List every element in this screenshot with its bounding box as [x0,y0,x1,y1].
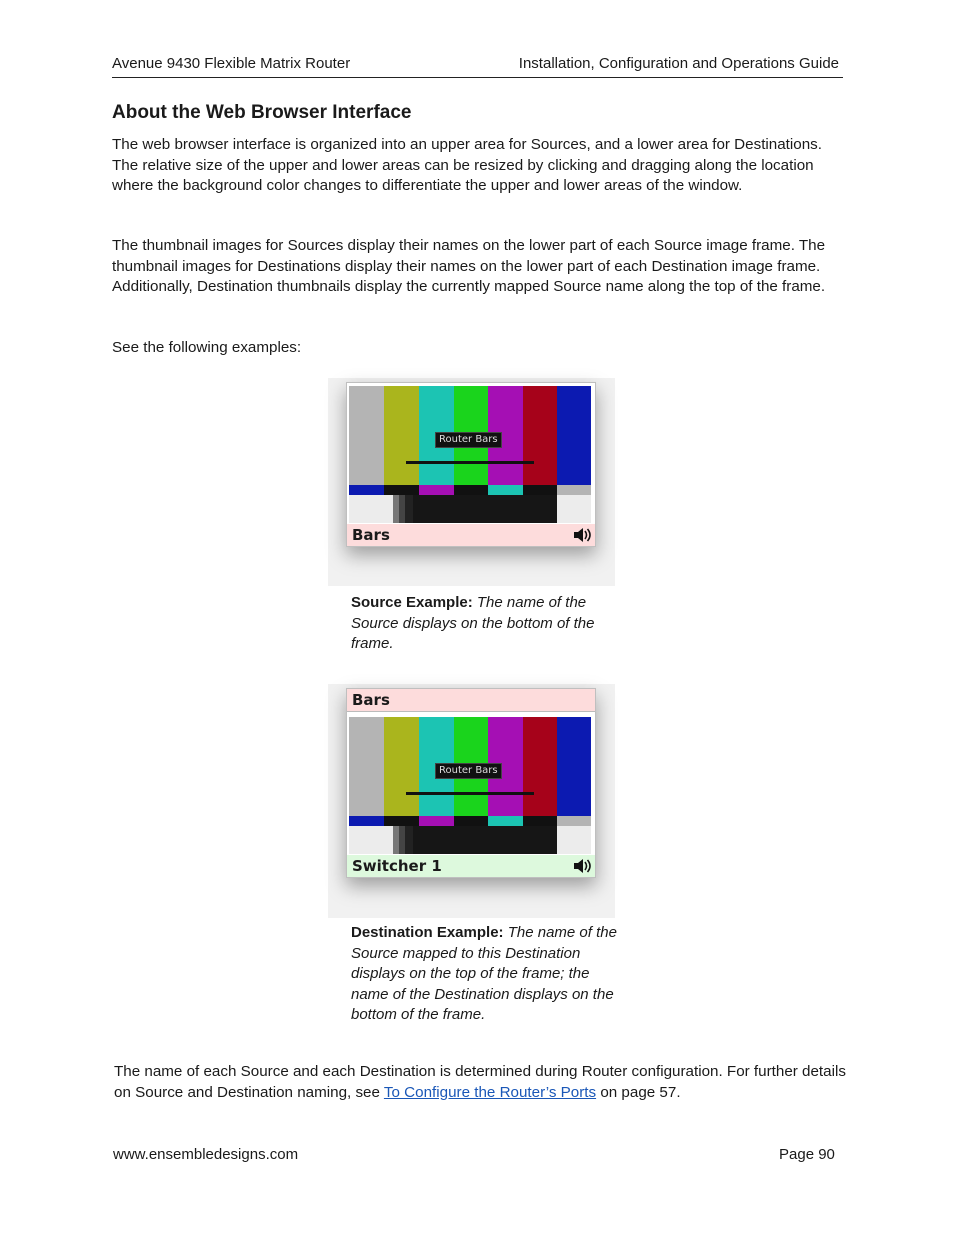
color-bars-image [349,386,591,523]
closing-text: The name of each Source and each Destination is determined during Router configuration. For further details on Source and Destination naming, see [114,1063,846,1101]
closing-page-ref: on page 57. [600,1083,681,1101]
speaker-icon[interactable] [572,858,592,874]
header-product-name: Avenue 9430 Flexible Matrix Router [112,55,351,72]
footer-page-number: Page 90 [779,1146,835,1163]
overlay-line [406,792,534,795]
source-caption-text: The name of the Source displays on the bottom of the frame. [351,594,595,652]
speaker-icon[interactable] [572,527,592,543]
destination-name-label: Switcher 1 [352,857,442,875]
destination-caption-title: Destination Example: [351,924,504,941]
source-thumbnail [346,382,596,547]
source-example-caption [351,593,619,655]
source-name-bar [347,524,595,546]
mapped-source-bar [347,689,595,712]
destination-name-bar [347,855,595,877]
source-caption-title: Source Example: [351,594,473,611]
configure-ports-link[interactable]: To Configure the Router’s Ports [383,1083,597,1101]
examples-intro: See the following examples: [112,339,302,356]
closing-paragraph [114,1062,849,1103]
color-bars-image [349,717,591,854]
source-name-label: Bars [352,526,390,544]
destination-example-caption [351,923,619,1026]
overlay-line [406,461,534,464]
footer-website: www.ensembledesigns.com [113,1146,299,1163]
section-title: About the Web Browser Interface [112,102,412,123]
mapped-source-label: Bars [352,691,390,709]
overlay-source-label: Router Bars [435,763,502,779]
destination-thumbnail [346,688,596,878]
destination-example-figure [328,684,615,918]
header-guide-title: Installation, Configuration and Operations Guide [518,55,839,72]
overlay-source-label: Router Bars [435,432,502,448]
thumbnail-paragraph: The thumbnail images for Sources display their names on the lower part of each Source image frame. The thumbnail images for Destinations display their names on the lower part of each Destination image frame. Additionally, Destination thumbnails display the currently mapped Source name along the top of the frame. [112,237,826,295]
destination-caption-text: The name of the Source mapped to this Destination displays on the top of the frame; the name of the Destination displays on the bottom of the frame. [351,924,617,1023]
intro-paragraph: The web browser interface is organized into an upper area for Sources, and a lower area for Destinations. The relative size of the upper and lower areas can be resized by clicking and dragging along the location where the background color changes to differentiate the upper and lower areas of the window. [112,136,822,194]
source-example-figure [328,378,615,586]
running-header [112,55,843,78]
